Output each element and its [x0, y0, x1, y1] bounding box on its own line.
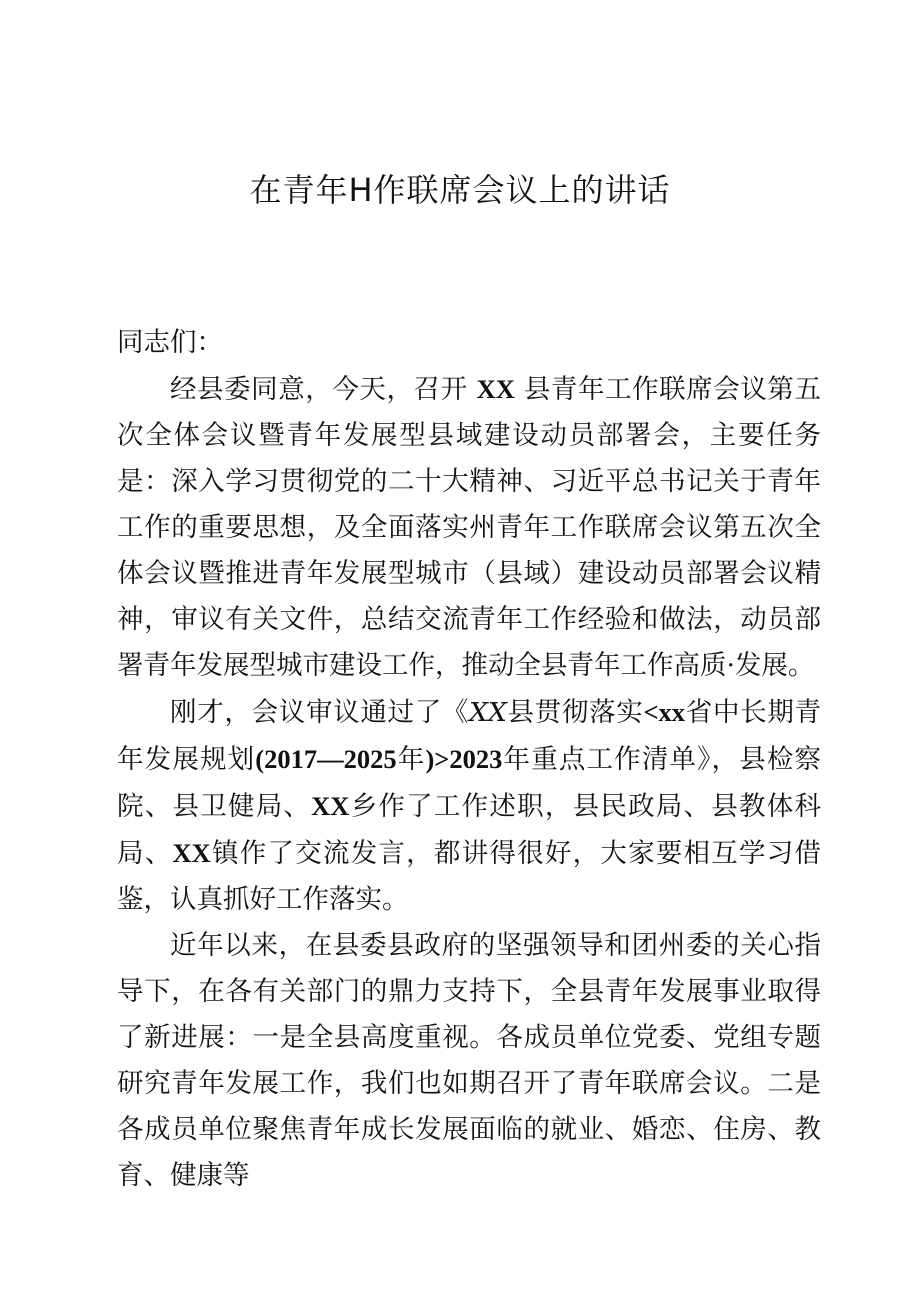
- salutation: 同志们：: [117, 327, 223, 358]
- text-run: 年重点工作清单》，县检察院、县卫健局、: [117, 744, 822, 822]
- text-run: 经县委同意，今天，召开: [170, 374, 477, 405]
- paragraph-list: [117, 366, 821, 1199]
- text-run: XX: [476, 374, 515, 404]
- body-paragraph: [117, 923, 821, 1199]
- text-run: 刚才，会议审议通过了《: [170, 697, 470, 728]
- body-paragraph: [117, 689, 821, 923]
- text-run: XX: [172, 838, 211, 868]
- text-run: <xx: [643, 697, 686, 727]
- text-run: )>2023: [425, 744, 503, 774]
- text-run: XX: [469, 697, 507, 728]
- text-run: 年: [396, 744, 426, 775]
- text-run: (2017—2025: [255, 744, 397, 774]
- text-run: 镇作了交流发言，都讲得很好，大家要相互学习借鉴，认真抓好工作落实。: [117, 838, 822, 915]
- body-paragraph: [117, 366, 821, 689]
- text-run: 乡作了工作述职，县民政局、县教体科局、: [117, 791, 822, 869]
- text-run: 省中长期青年发展规划: [117, 697, 822, 775]
- text-run: XX: [311, 791, 350, 821]
- document-body: [117, 320, 821, 1199]
- text-run: 县青年工作联席会议第五次全体会议暨青年发展型县域建设动员部署会，主要任务是：深入学习贯彻党的二十大精神、习近平总书记关于青年工作的重要思想，及全面落实州青年工作联席会议第五次全体会议暨推进青年发展型城市（县域）建设动员部署会议精神，审议有关文件，总结交流青年工作经验和做法，动员部署青年发展型城市建设工作，推动全县青年工作高质·发展。: [117, 374, 821, 681]
- document-title: 在青年H作联席会议上的讲话: [249, 171, 671, 209]
- text-run: 近年以来，在县委县政府的坚强领导和团州委的关心指导下，在各有关部门的鼎力支持下，全县青年发展事业取得了新进展：一是全县高度重视。各成员单位党委、党组专题研究青年发展工作，我们也如期召开了青年联席会议。二是各成员单位聚焦青年成长发展面临的就业、婚恋、住房、教育、健康等: [117, 930, 821, 1191]
- text-run: 县贯彻落实: [506, 697, 644, 728]
